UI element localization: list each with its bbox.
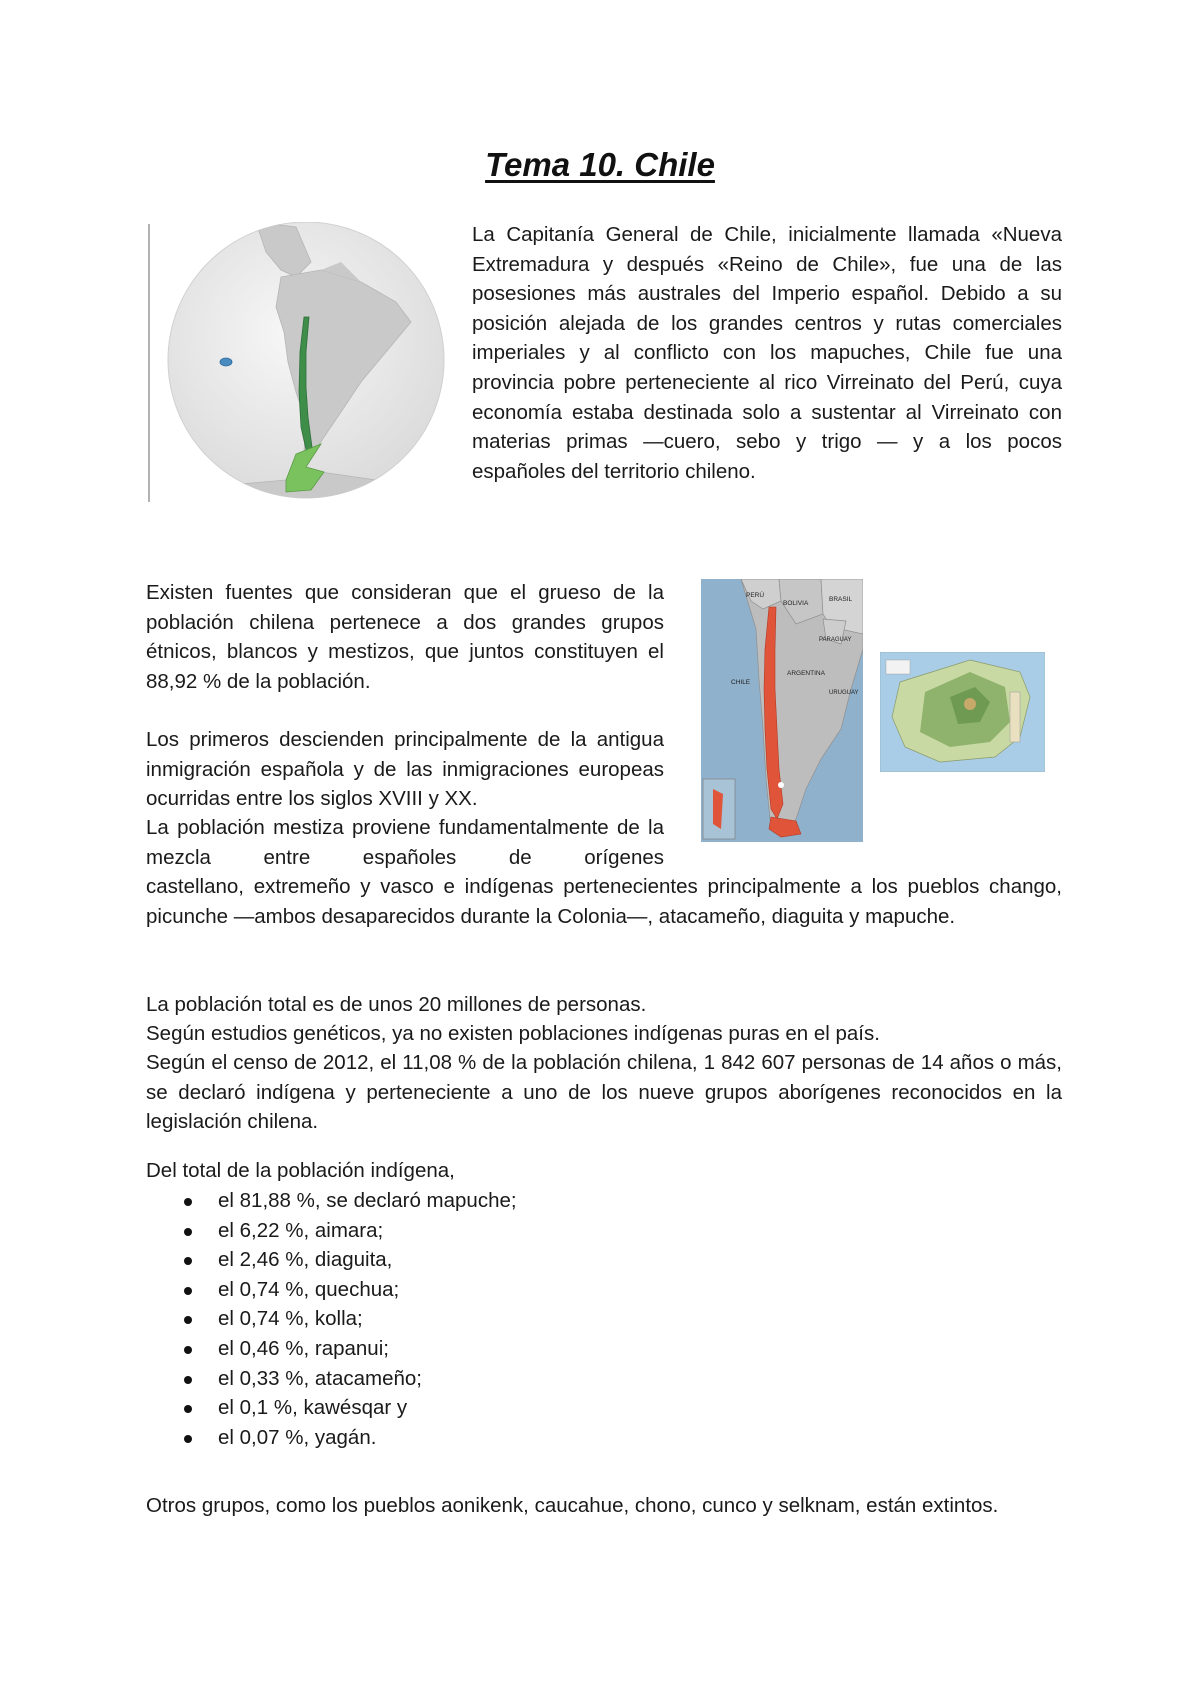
list-item-text: el 0,1 %, kawésqar y bbox=[218, 1396, 408, 1420]
easter-island-map bbox=[880, 652, 1045, 772]
indigenous-intro-line: Del total de la población indígena, bbox=[146, 1159, 455, 1182]
list-item-text: el 0,74 %, quechua; bbox=[218, 1277, 400, 1301]
intro-paragraph: La Capitanía General de Chile, inicialmente llamada «Nueva Extremadura y después «Reino de Chile», fue una de las posesiones más australes del Imperio español. Debido a su posición alejada de los grandes centros y rutas comerciales imperiales y al conflicto con los mapuches, Chile fue una provincia pobre perteneciente al rico Virreinato del Perú, cuya economía estaba destinada solo a sustentar al Virreinato con materias primas —cuero, sebo y trigo — y a los pocos españoles del territorio chileno. bbox=[472, 223, 1062, 483]
total-population-line: La población total es de unos 20 millones de personas. bbox=[146, 993, 647, 1016]
list-item-text: el 0,33 %, atacameño; bbox=[218, 1366, 422, 1390]
list-item-text: el 6,22 %, aimara; bbox=[218, 1218, 384, 1242]
list-item bbox=[170, 1334, 770, 1364]
list-item-text: el 2,46 %, diaguita, bbox=[218, 1248, 393, 1272]
indigenous-groups-list bbox=[170, 1186, 770, 1452]
list-item-text: el 81,88 %, se declaró mapuche; bbox=[218, 1189, 517, 1212]
extinct-groups-paragraph: Otros grupos, como los pueblos aonikenk, caucahue, chono, cunco y selknam, están extintos. bbox=[146, 1494, 999, 1517]
european-origin-paragraph: Los primeros descienden principalmente de la antigua inmigración española y de las inmigraciones europeas ocurridas entre los siglos XVIII y XX. bbox=[146, 728, 664, 811]
list-item-text: el 0,46 %, rapanui; bbox=[218, 1336, 389, 1360]
census-paragraph: Según el censo de 2012, el 11,08 % de la población chilena, 1 842 607 personas de 14 años o más, se declaró indígena y perteneciente a uno de los nueve grupos aborígenes reconocidos en la legislación chilena. bbox=[146, 1051, 1062, 1134]
list-item bbox=[170, 1216, 770, 1246]
chile-globe-map bbox=[146, 222, 446, 504]
list-item bbox=[170, 1245, 770, 1275]
list-item bbox=[170, 1275, 770, 1305]
genetic-studies-line: Según estudios genéticos, ya no existen poblaciones indígenas puras en el país. bbox=[146, 1022, 880, 1045]
map-label-paraguay: PARAGUAY bbox=[819, 637, 852, 643]
bullet-dot-icon bbox=[184, 1257, 192, 1265]
bullet-dot-icon bbox=[184, 1316, 192, 1324]
bullet-dot-icon bbox=[184, 1435, 192, 1443]
bullet-dot-icon bbox=[184, 1405, 192, 1413]
list-item bbox=[170, 1304, 770, 1334]
bullet-dot-icon bbox=[184, 1376, 192, 1384]
map-label-bolivia: BOLIVIA bbox=[783, 600, 809, 607]
bullet-dot-icon bbox=[184, 1228, 192, 1236]
list-item bbox=[170, 1393, 770, 1423]
bullet-dot-icon bbox=[184, 1287, 192, 1295]
list-item-text: el 0,74 %, kolla; bbox=[218, 1307, 363, 1331]
map-label-peru: PERÚ bbox=[746, 592, 765, 599]
page-title: Tema 10. Chile bbox=[485, 146, 715, 183]
list-item bbox=[170, 1364, 770, 1394]
mestizo-paragraph-rest: castellano, extremeño y vasco e indígenas pertenecientes principalmente a los pueblos chango, picunche —ambos desaparecidos durante la Colonia—, atacameño, diaguita y mapuche. bbox=[146, 875, 1062, 928]
list-item bbox=[170, 1423, 770, 1453]
bullet-dot-icon bbox=[184, 1198, 192, 1206]
bullet-dot-icon bbox=[184, 1346, 192, 1354]
list-item bbox=[170, 1186, 770, 1216]
ethnic-groups-paragraph: Existen fuentes que consideran que el grueso de la población chilena pertenece a dos grandes grupos étnicos, blancos y mestizos, que juntos constituyen el 88,92 % de la población. bbox=[146, 581, 664, 693]
chile-regions-map bbox=[701, 579, 863, 842]
mestizo-paragraph-start: La población mestiza proviene fundamentalmente de la mezcla entre españoles de orígenes bbox=[146, 816, 664, 869]
map-label-argentina: ARGENTINA bbox=[787, 670, 825, 677]
list-item-text: el 0,07 %, yagán. bbox=[218, 1425, 377, 1449]
map-label-brasil: BRASIL bbox=[829, 596, 853, 603]
map-label-chile: CHILE bbox=[731, 679, 751, 686]
map-label-uruguay: URUGUAY bbox=[829, 690, 859, 696]
